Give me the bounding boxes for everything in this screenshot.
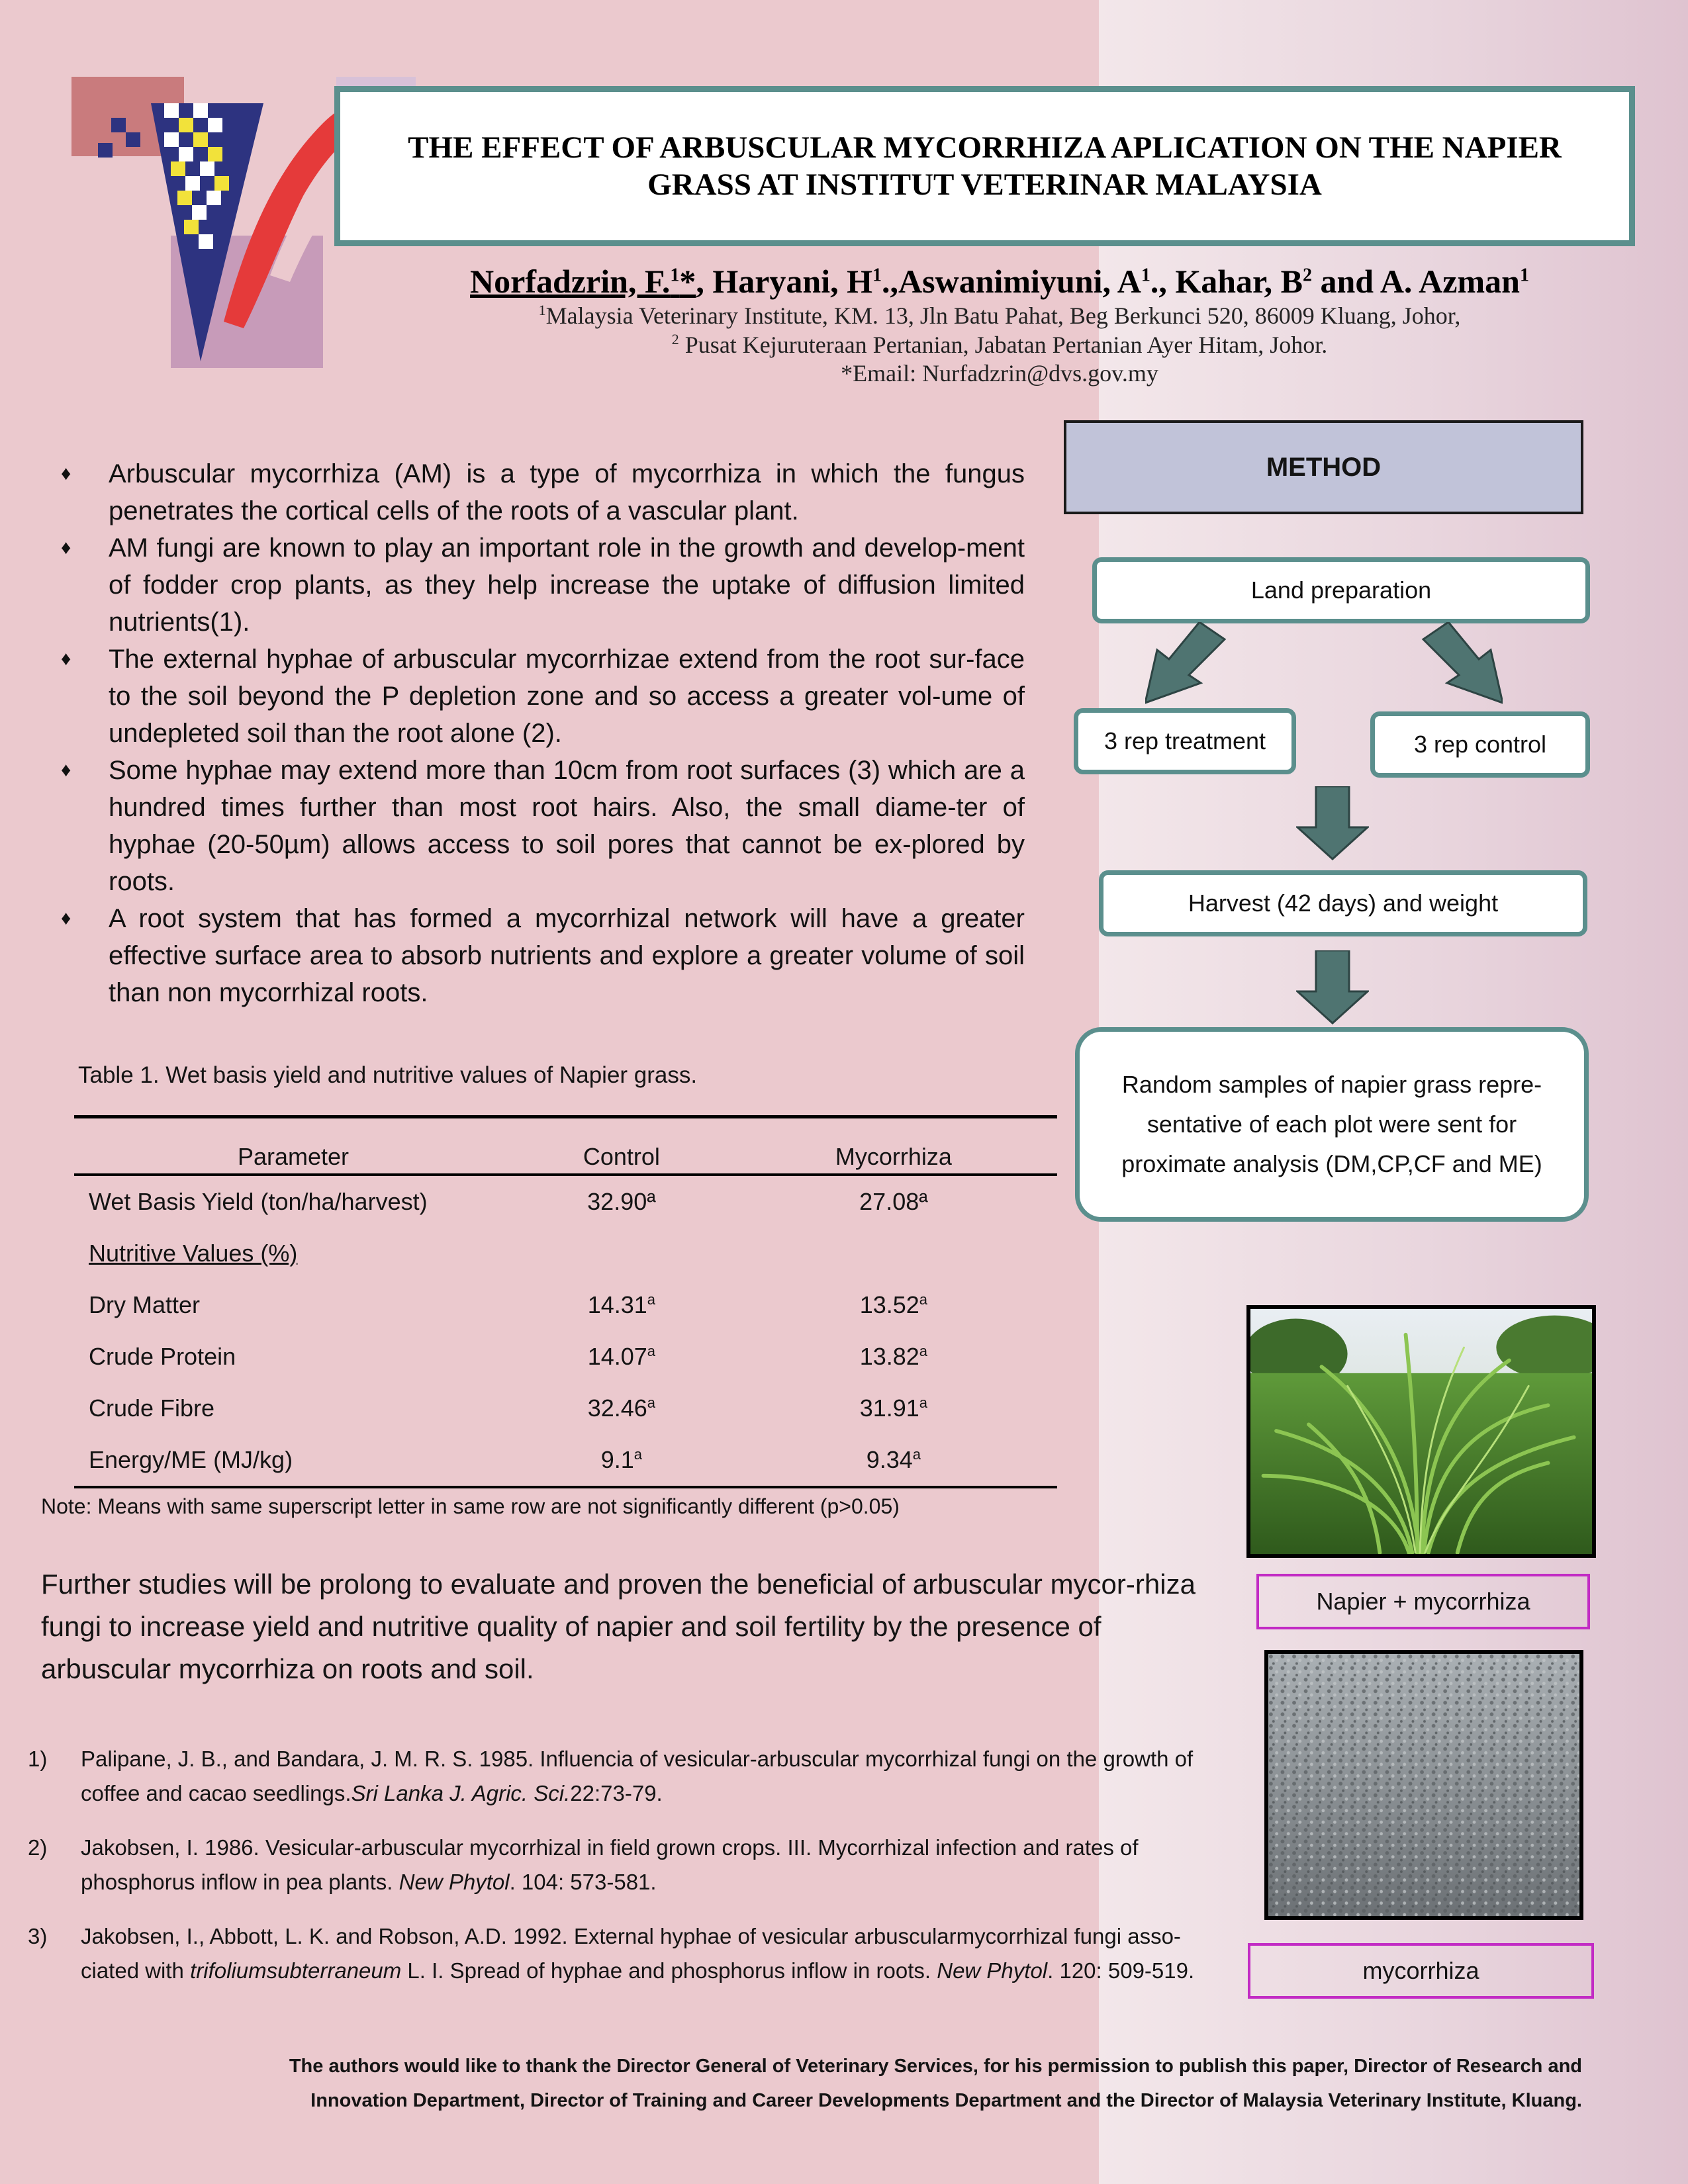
arrow-down-icon: [1296, 950, 1369, 1024]
nutritive-values-table: [74, 1115, 1057, 1488]
cell-value: 9.1: [600, 1446, 634, 1473]
reference-tail: . 104: 573-581.: [509, 1870, 657, 1894]
param-cell: Crude Fibre: [89, 1394, 215, 1422]
reference-tail: 22:73-79.: [570, 1781, 663, 1805]
author-line: [371, 262, 1628, 300]
intro-bullet: [58, 455, 1025, 529]
flow-step-harvest: Harvest (42 days) and weight: [1099, 870, 1587, 936]
napier-photo-caption: Napier + mycorrhiza: [1256, 1574, 1590, 1629]
affiliation-sup: 1: [538, 302, 546, 318]
significance-sup: a: [919, 1291, 928, 1308]
significance-sup: a: [919, 1343, 928, 1359]
flow-step-land-preparation: Land preparation: [1092, 557, 1590, 623]
column-header: Control: [583, 1143, 660, 1170]
mycorrhiza-cell: [730, 1279, 1057, 1331]
acknowledgement: The authors would like to thank the Director General of Veterinary Services, for his permission to publish this paper, Director of Research and Innovation Department, Director of Training and Career Developments Department and the Director of Malaysia Veterinary Institute, Kluang.: [289, 2056, 1582, 2111]
control-cell: [513, 1175, 730, 1228]
table-header-row: [74, 1117, 1057, 1175]
soil-photo-caption: mycorrhiza: [1248, 1943, 1594, 1999]
reference-text: L. I. Spread of hyphae and phosphorus inflow in roots.: [401, 1958, 937, 1983]
cell-value: 13.82: [859, 1343, 919, 1370]
arrow-down-icon: [1296, 786, 1369, 860]
intro-bullet: [58, 900, 1025, 1011]
cell-value: 13.52: [859, 1291, 919, 1318]
flow-step-random-samples: Random samples of napier grass repre-sentative of each plot were sent for proximate analysis (DM,CP,CF and ME): [1075, 1027, 1589, 1222]
reference-item: [28, 1919, 1219, 1988]
species-name: trifoliumsubterraneum: [190, 1958, 402, 1983]
reference-text: Jakobsen, I., Abbott, L. K. and Robson, A.D. 1992. External hyphae of vesicular arbuscularmycorrhizal fungi asso-ciated with: [81, 1924, 1181, 1983]
references-list: [28, 1742, 1219, 2008]
control-cell: [513, 1331, 730, 1383]
cell-value: 32.46: [587, 1394, 647, 1422]
significance-sup: a: [647, 1343, 656, 1359]
affiliation-sup: 2: [671, 331, 679, 347]
title-box: [334, 86, 1635, 246]
bullet-text: Some hyphae may extend more than 10cm from root surfaces (3) which are a hundred times further than most root hairs. Also, the small diame-ter of hyphae (20-50µm) allows access to soil pores that cannot be ex-plored by roots.: [109, 756, 1025, 896]
table-row: [74, 1434, 1057, 1487]
diamond-bullet-icon: ♦: [61, 537, 71, 559]
mycorrhiza-cell: [730, 1175, 1057, 1228]
param-cell: Wet Basis Yield (ton/ha/harvest): [89, 1188, 428, 1215]
diamond-bullet-icon: ♦: [61, 463, 71, 484]
cell-value: 27.08ª: [859, 1188, 928, 1215]
bullet-text: AM fungi are known to play an important role in the growth and develop-ment of fodder crop plants, as they help increase the uptake of diffusion limited nutrients(1).: [109, 533, 1025, 637]
corresponding-mark: *: [679, 263, 696, 300]
param-cell: [74, 1228, 513, 1279]
author-name: .,Aswanimiyuni, A: [882, 263, 1141, 300]
journal-name: New Phytol: [937, 1958, 1048, 1983]
reference-number: 3): [28, 1924, 48, 1948]
cell-value: 9.34: [866, 1446, 913, 1473]
significance-sup: a: [919, 1394, 928, 1411]
table-row: [74, 1175, 1057, 1228]
affiliation-text: Pusat Kejuruteraan Pertanian, Jabatan Pertanian Ayer Hitam, Johor.: [679, 332, 1328, 358]
affiliation-sup: 1: [670, 265, 680, 286]
affiliation-sup: 2: [1302, 265, 1312, 286]
affiliation-2: [371, 331, 1628, 359]
reference-item: [28, 1742, 1219, 1811]
subsection-label: Nutritive Values (%): [89, 1240, 298, 1267]
arrow-down-left-icon: [1145, 622, 1225, 703]
bullet-text: A root system that has formed a mycorrhizal network will have a greater effective surface area to absorb nutrients and explore a greater volume of soil than non mycorrhizal roots.: [109, 904, 1025, 1007]
journal-name: New Phytol: [399, 1870, 510, 1894]
param-cell: Crude Protein: [89, 1343, 236, 1370]
control-cell: [513, 1434, 730, 1487]
table-note: Note: Means with same superscript letter in same row are not significantly different (p>0.05): [41, 1494, 900, 1518]
column-header: Mycorrhiza: [835, 1143, 952, 1170]
mycorrhiza-soil-photo: [1264, 1650, 1583, 1920]
control-cell: [513, 1279, 730, 1331]
mycorrhiza-cell: [730, 1331, 1057, 1383]
significance-sup: a: [633, 1446, 643, 1463]
table-row: [74, 1228, 1057, 1279]
cell-value: 31.91: [859, 1394, 919, 1422]
author-name: , Haryani, H: [696, 263, 873, 300]
reference-text: Jakobsen, I. 1986. Vesicular-arbuscular mycorrhizal in field grown crops. III. Mycorrhizal infection and rates of phosphorus inflow in pea plants.: [81, 1835, 1139, 1894]
intro-bullet: [58, 752, 1025, 900]
control-cell: [513, 1383, 730, 1434]
author-name: and A. Azman: [1311, 263, 1520, 300]
bullet-text: The external hyphae of arbuscular mycorrhizae extend from the root sur-face to the soil beyond the P depletion zone and so access a greater vol-ume of undepleted soil than the root alone (2).: [109, 645, 1025, 748]
flow-step-control: 3 rep control: [1370, 711, 1590, 778]
significance-sup: a: [647, 1291, 656, 1308]
mycorrhiza-cell: [730, 1434, 1057, 1487]
napier-grass-photo: [1246, 1305, 1596, 1558]
significance-sup: a: [912, 1446, 921, 1463]
table-row: [74, 1331, 1057, 1383]
diamond-bullet-icon: ♦: [61, 759, 71, 781]
bullet-text: Arbuscular mycorrhiza (AM) is a type of mycorrhiza in which the fungus penetrates the cortical cells of the roots of a vascular plant.: [109, 459, 1025, 525]
affiliation-sup: 1: [1141, 265, 1150, 286]
affiliation-1: [371, 302, 1628, 330]
significance-sup: a: [647, 1394, 656, 1411]
cell-value: 32.90ª: [587, 1188, 656, 1215]
table-row: [74, 1279, 1057, 1331]
method-heading: METHOD: [1064, 420, 1583, 514]
intro-bullet: [58, 529, 1025, 641]
affiliation-sup: 1: [872, 265, 882, 286]
empty-cell: [730, 1228, 1057, 1279]
affiliation-sup: 1: [1519, 265, 1529, 286]
author-name: ., Kahar, B: [1150, 263, 1303, 300]
cell-value: 14.31: [587, 1291, 647, 1318]
reference-number: 1): [28, 1747, 48, 1771]
table-row: [74, 1383, 1057, 1434]
empty-cell: [513, 1228, 730, 1279]
contact-email: *Email: Nurfadzrin@dvs.gov.my: [841, 360, 1158, 387]
param-cell: Energy/ME (MJ/kg): [89, 1446, 293, 1473]
column-header: Parameter: [237, 1143, 350, 1170]
reference-text: Palipane, J. B., and Bandara, J. M. R. S. 1985. Influencia of vesicular-arbuscular mycorrhizal fungi on the growth of coffee and cacao seedlings.: [81, 1747, 1194, 1805]
cell-value: 14.07: [587, 1343, 647, 1370]
further-studies-text: Further studies will be prolong to evaluate and proven the beneficial of arbuscular mycor-rhiza fungi to increase yield and nutritive quality of napier and soil fertility by the presence of arbuscular mycorrhiza on roots and soil.: [41, 1569, 1196, 1684]
first-author-name: Norfadzrin, F.: [470, 263, 671, 300]
param-cell: Dry Matter: [89, 1291, 201, 1318]
diamond-bullet-icon: ♦: [61, 907, 71, 929]
reference-number: 2): [28, 1835, 48, 1860]
flow-step-treatment: 3 rep treatment: [1074, 708, 1296, 774]
table-caption: Table 1. Wet basis yield and nutritive values of Napier grass.: [78, 1062, 698, 1088]
affiliation-text: Malaysia Veterinary Institute, KM. 13, Jln Batu Pahat, Beg Berkunci 520, 86009 Kluang, Johor,: [545, 302, 1461, 329]
reference-tail: . 120: 509-519.: [1047, 1958, 1195, 1983]
reference-item: [28, 1831, 1219, 1899]
mycorrhiza-cell: [730, 1383, 1057, 1434]
split-arrows: [1145, 622, 1503, 708]
intro-bullet: [58, 641, 1025, 752]
arrow-down-right-icon: [1423, 622, 1503, 703]
diamond-bullet-icon: ♦: [61, 648, 71, 670]
poster-title: THE EFFECT OF ARBUSCULAR MYCORRHIZA APLICATION ON THE NAPIER GRASS AT INSTITUT VETERINAR MALAYSIA: [408, 130, 1562, 202]
first-author: [470, 263, 696, 300]
intro-bullet-list: [58, 455, 1025, 1011]
journal-name: Sri Lanka J. Agric. Sci.: [351, 1781, 571, 1805]
